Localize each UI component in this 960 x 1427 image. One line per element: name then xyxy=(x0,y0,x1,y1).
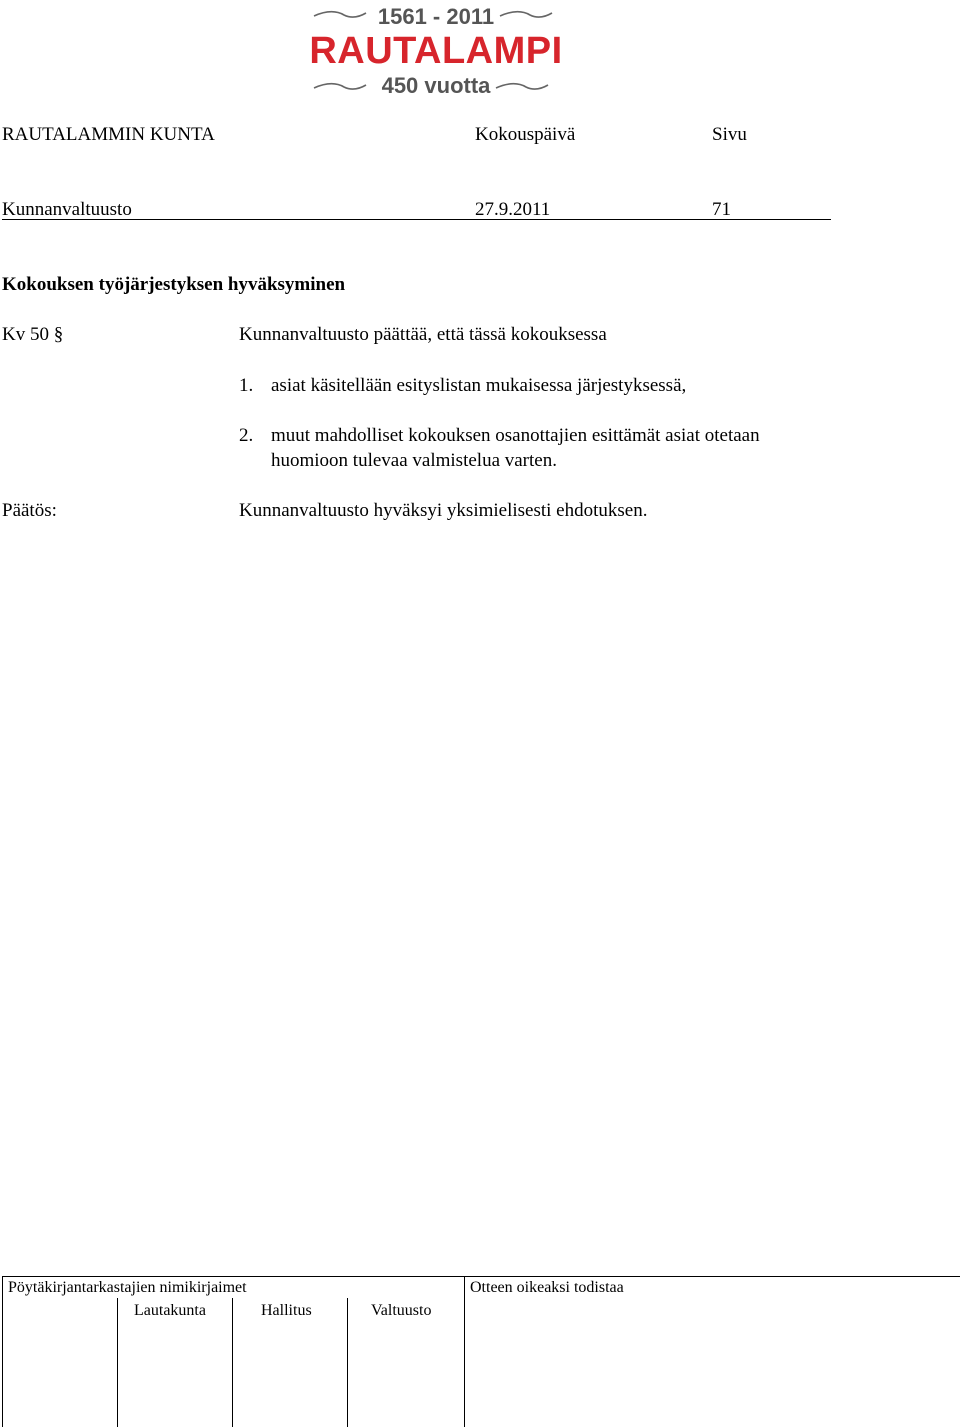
column-valtuusto: Valtuusto xyxy=(371,1302,432,1319)
item-number: 1. xyxy=(239,375,254,396)
item-text: asiat käsitellään esityslistan mukaisessa järjestyksessä, xyxy=(271,375,687,396)
column-hallitus: Hallitus xyxy=(261,1302,312,1319)
signature-table xyxy=(2,1276,960,1427)
page-label: Sivu xyxy=(712,124,747,145)
org-name: RAUTALAMMIN KUNTA xyxy=(2,124,215,145)
section-title: Kokouksen työjärjestyksen hyväksyminen xyxy=(2,274,346,295)
logo-name: RAUTALAMPI xyxy=(309,30,563,72)
logo-years: 1561 - 2011 xyxy=(377,4,495,29)
decision-text: Kunnanvaltuusto hyväksyi yksimielisesti ehdotuksen. xyxy=(239,500,648,521)
item-number: 2. xyxy=(239,425,254,446)
table-left-border xyxy=(2,1276,3,1427)
column-divider xyxy=(117,1298,118,1427)
meeting-date: 27.9.2011 xyxy=(475,199,551,220)
section-intro: Kunnanvaltuusto päättää, että tässä kokouksessa xyxy=(239,324,607,345)
table-top-border xyxy=(2,1276,960,1277)
header-underline xyxy=(2,219,831,220)
meeting-date-label: Kokouspäivä xyxy=(475,124,576,145)
column-divider xyxy=(347,1298,348,1427)
rautalampi-450-logo xyxy=(300,0,572,102)
decision-label: Päätös: xyxy=(2,500,57,521)
certified-label: Otteen oikeaksi todistaa xyxy=(470,1279,624,1296)
column-lautakunta: Lautakunta xyxy=(134,1302,206,1319)
page-number: 71 xyxy=(712,199,731,220)
item-text: muut mahdolliset kokouksen osanottajien esittämät asiat otetaan xyxy=(271,425,760,446)
section-ref: Kv 50 § xyxy=(2,324,64,345)
signatures-title: Pöytäkirjantarkastajien nimikirjaimet xyxy=(8,1279,247,1296)
item-text-continued: huomioon tulevaa valmistelua varten. xyxy=(271,450,557,471)
column-divider xyxy=(464,1276,465,1427)
column-divider xyxy=(232,1298,233,1427)
body-name: Kunnanvaltuusto xyxy=(2,199,132,220)
logo-anniversary: 450 vuotta xyxy=(381,73,491,98)
